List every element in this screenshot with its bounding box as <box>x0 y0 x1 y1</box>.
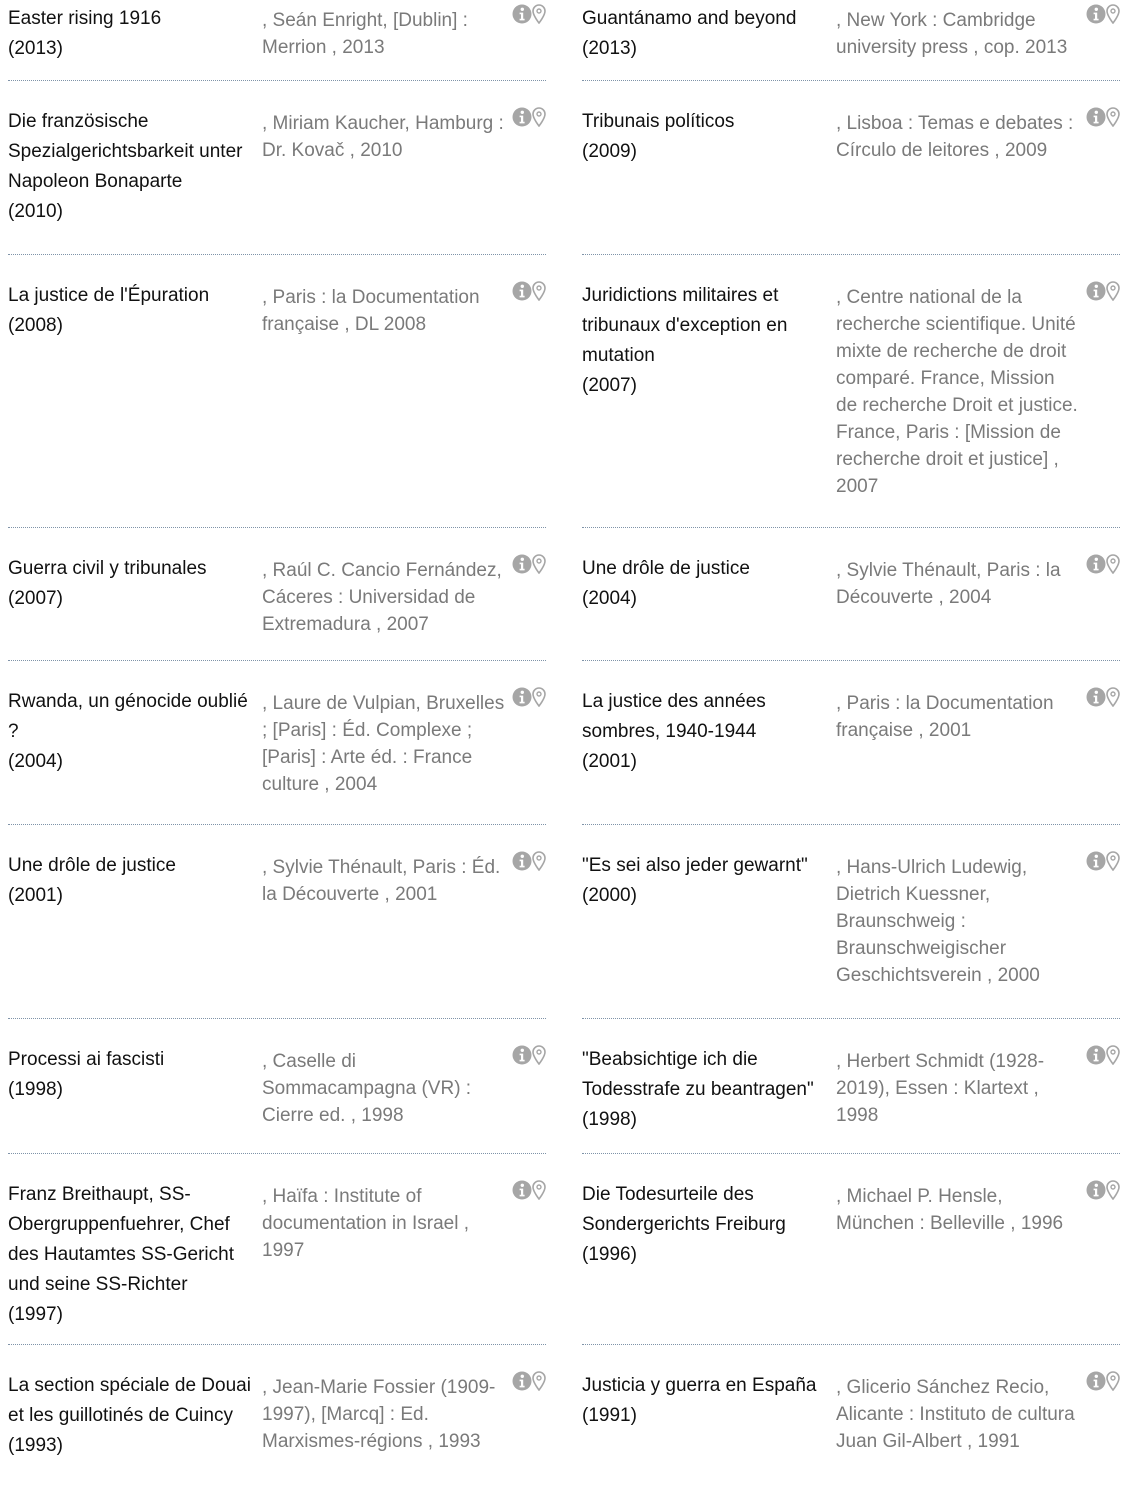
record-title-block[interactable] <box>8 0 262 64</box>
record-actions <box>506 550 546 574</box>
record-title[interactable]: Une drôle de justice <box>582 558 750 579</box>
record-year: (1997) <box>8 1304 63 1325</box>
record-title[interactable]: Justicia y guerra en España <box>582 1375 817 1396</box>
record-year: (2001) <box>8 885 63 906</box>
record-actions <box>506 1176 546 1200</box>
result-record <box>8 1367 546 1507</box>
record-title[interactable]: Guantánamo and beyond <box>582 8 797 29</box>
result-record <box>8 847 546 1019</box>
info-icon[interactable] <box>1086 1180 1106 1200</box>
record-actions <box>1080 1041 1120 1065</box>
info-icon[interactable] <box>512 1371 532 1391</box>
location-pin-icon[interactable] <box>532 687 546 707</box>
result-record <box>582 103 1120 255</box>
record-title-block[interactable] <box>8 1041 262 1105</box>
info-icon[interactable] <box>1086 1045 1106 1065</box>
record-title[interactable]: La justice des années sombres, 1940-1944 <box>582 691 766 742</box>
record-year: (2010) <box>8 201 63 222</box>
location-pin-icon[interactable] <box>532 4 546 24</box>
record-title[interactable]: Easter rising 1916 <box>8 8 162 29</box>
record-title-block[interactable] <box>582 0 836 64</box>
result-record <box>8 1176 546 1345</box>
location-pin-icon[interactable] <box>1106 1180 1120 1200</box>
record-title[interactable]: Guerra civil y tribunales <box>8 558 207 579</box>
info-icon[interactable] <box>512 107 532 127</box>
info-icon[interactable] <box>512 281 532 301</box>
record-title[interactable]: Tribunais políticos <box>582 111 735 132</box>
record-actions <box>1080 103 1120 127</box>
record-year: (2000) <box>582 885 637 906</box>
result-record <box>8 277 546 528</box>
record-title[interactable]: Rwanda, un génocide oublié ? <box>8 691 248 742</box>
result-record <box>8 1041 546 1154</box>
record-year: (2004) <box>582 588 637 609</box>
result-record <box>582 1041 1120 1154</box>
record-actions <box>1080 277 1120 301</box>
record-actions <box>506 1041 546 1065</box>
record-title[interactable]: Franz Breithaupt, SS-Obergruppenfuehrer, Chef des Hautamtes SS-Gericht und seine SS-Richter <box>8 1184 234 1295</box>
record-year: (2007) <box>8 588 63 609</box>
info-icon[interactable] <box>1086 281 1106 301</box>
record-actions <box>506 683 546 707</box>
result-record <box>582 277 1120 528</box>
result-record <box>582 1176 1120 1345</box>
record-meta: , Raúl C. Cancio Fernández, Cáceres : Universidad de Extremadura , 2007 <box>262 560 502 635</box>
record-meta: , Herbert Schmidt (1928-2019), Essen : Klartext , 1998 <box>836 1051 1045 1126</box>
result-record <box>8 103 546 255</box>
record-title-block[interactable] <box>582 847 836 911</box>
record-year: (2009) <box>582 141 637 162</box>
record-title-block[interactable] <box>582 550 836 614</box>
record-meta: , New York : Cambridge university press , cop. 2013 <box>836 10 1068 58</box>
record-title[interactable]: Juridictions militaires et tribunaux d'exception en mutation <box>582 285 788 366</box>
result-record <box>582 683 1120 825</box>
location-pin-icon[interactable] <box>532 107 546 127</box>
record-actions <box>506 847 546 871</box>
record-year: (1996) <box>582 1244 637 1265</box>
record-title-block[interactable] <box>8 550 262 614</box>
record-title-block[interactable] <box>582 103 836 167</box>
record-meta: , Sylvie Thénault, Paris : Éd. la Découverte , 2001 <box>262 857 501 905</box>
result-record <box>8 0 546 81</box>
result-record <box>582 0 1120 81</box>
record-title-block[interactable] <box>8 847 262 911</box>
location-pin-icon[interactable] <box>1106 4 1120 24</box>
record-title[interactable]: Une drôle de justice <box>8 855 176 876</box>
record-title[interactable]: "Es sei also jeder gewarnt" <box>582 855 808 876</box>
info-icon[interactable] <box>1086 554 1106 574</box>
record-meta: , Seán Enright, [Dublin] : Merrion , 2013 <box>262 10 468 58</box>
result-record <box>8 550 546 661</box>
record-actions <box>1080 683 1120 707</box>
record-actions <box>1080 0 1120 24</box>
record-title-block[interactable] <box>8 1367 262 1461</box>
info-icon[interactable] <box>512 1045 532 1065</box>
record-year: (2013) <box>582 38 637 59</box>
record-meta: , Haïfa : Institute of documentation in Israel , 1997 <box>262 1186 470 1261</box>
info-icon[interactable] <box>1086 851 1106 871</box>
record-meta: , Sylvie Thénault, Paris : la Découverte , 2004 <box>836 560 1061 608</box>
record-meta: , Michael P. Hensle, München : Belleville , 1996 <box>836 1186 1064 1234</box>
record-title-block[interactable] <box>8 683 262 777</box>
location-pin-icon[interactable] <box>532 851 546 871</box>
record-title-block[interactable] <box>582 1176 836 1270</box>
info-icon[interactable] <box>1086 107 1106 127</box>
record-year: (1991) <box>582 1405 637 1426</box>
record-meta: , Centre national de la recherche scientifique. Unité mixte de recherche de droit comparé. France, Mission de recherche Droit et justice. France, Paris : [Mission de recherche droit et justice] , 2007 <box>836 287 1078 497</box>
info-icon[interactable] <box>512 851 532 871</box>
record-actions <box>506 103 546 127</box>
record-meta: , Jean-Marie Fossier (1909-1997), [Marcq] : Ed. Marxismes-régions , 1993 <box>262 1377 496 1452</box>
info-icon[interactable] <box>512 554 532 574</box>
record-actions <box>506 1367 546 1391</box>
record-actions <box>506 277 546 301</box>
result-record <box>582 550 1120 661</box>
result-record <box>582 1367 1120 1507</box>
record-year: (2001) <box>582 751 637 772</box>
record-title[interactable]: "Beabsichtige ich die Todesstrafe zu beantragen" <box>582 1049 814 1100</box>
record-meta: , Caselle di Sommacampagna (VR) : Cierre ed. , 1998 <box>262 1051 472 1126</box>
record-year: (2004) <box>8 751 63 772</box>
record-title-block[interactable] <box>582 683 836 777</box>
record-title[interactable]: La justice de l'Épuration <box>8 285 210 306</box>
location-pin-icon[interactable] <box>532 1180 546 1200</box>
record-title-block[interactable] <box>8 1176 262 1330</box>
record-title-block[interactable] <box>582 1367 836 1431</box>
info-icon[interactable] <box>512 687 532 707</box>
location-pin-icon[interactable] <box>532 1045 546 1065</box>
record-meta: , Paris : la Documentation française , DL 2008 <box>262 287 480 335</box>
location-pin-icon[interactable] <box>1106 1371 1120 1391</box>
result-record <box>8 683 546 825</box>
record-year: (2008) <box>8 315 63 336</box>
info-icon[interactable] <box>1086 4 1106 24</box>
record-actions <box>1080 550 1120 574</box>
record-title[interactable]: Die Todesurteile des Sondergerichts Freiburg <box>582 1184 786 1235</box>
info-icon[interactable] <box>512 4 532 24</box>
record-year: (2013) <box>8 38 63 59</box>
info-icon[interactable] <box>1086 687 1106 707</box>
record-actions <box>1080 1367 1120 1391</box>
location-pin-icon[interactable] <box>1106 107 1120 127</box>
record-year: (1998) <box>8 1079 63 1100</box>
record-meta: , Lisboa : Temas e debates : Círculo de leitores , 2009 <box>836 113 1074 161</box>
record-actions <box>506 0 546 24</box>
info-icon[interactable] <box>512 1180 532 1200</box>
record-title[interactable]: Processi ai fascisti <box>8 1049 165 1070</box>
record-meta: , Miriam Kaucher, Hamburg : Dr. Kovač , 2010 <box>262 113 504 161</box>
record-actions <box>1080 847 1120 871</box>
record-year: (1998) <box>582 1109 637 1130</box>
record-meta: , Paris : la Documentation française , 2001 <box>836 693 1054 741</box>
location-pin-icon[interactable] <box>1106 1045 1120 1065</box>
location-pin-icon[interactable] <box>1106 281 1120 301</box>
record-year: (1993) <box>8 1435 63 1456</box>
record-meta: , Laure de Vulpian, Bruxelles ; [Paris] : Éd. Complexe ; [Paris] : Arte éd. : France culture , 2004 <box>262 693 505 795</box>
info-icon[interactable] <box>1086 1371 1106 1391</box>
record-actions <box>1080 1176 1120 1200</box>
record-title-block[interactable] <box>8 103 262 227</box>
record-year: (2007) <box>582 375 637 396</box>
record-meta: , Hans-Ulrich Ludewig, Dietrich Kuessner, Braunschweig : Braunschweigischer Geschichtsverein , 2000 <box>836 857 1040 986</box>
record-title[interactable]: Die französische Spezialgerichtsbarkeit unter Napoleon Bonaparte <box>8 111 243 192</box>
record-title-block[interactable] <box>582 1041 836 1135</box>
record-title-block[interactable] <box>582 277 836 401</box>
location-pin-icon[interactable] <box>532 281 546 301</box>
location-pin-icon[interactable] <box>1106 687 1120 707</box>
record-title-block[interactable] <box>8 277 262 341</box>
record-meta: , Glicerio Sánchez Recio, Alicante : Instituto de cultura Juan Gil-Albert , 1991 <box>836 1377 1075 1452</box>
location-pin-icon[interactable] <box>1106 554 1120 574</box>
record-title[interactable]: La section spéciale de Douai et les guillotinés de Cuincy <box>8 1375 251 1426</box>
location-pin-icon[interactable] <box>532 1371 546 1391</box>
location-pin-icon[interactable] <box>532 554 546 574</box>
result-record <box>582 847 1120 1019</box>
location-pin-icon[interactable] <box>1106 851 1120 871</box>
